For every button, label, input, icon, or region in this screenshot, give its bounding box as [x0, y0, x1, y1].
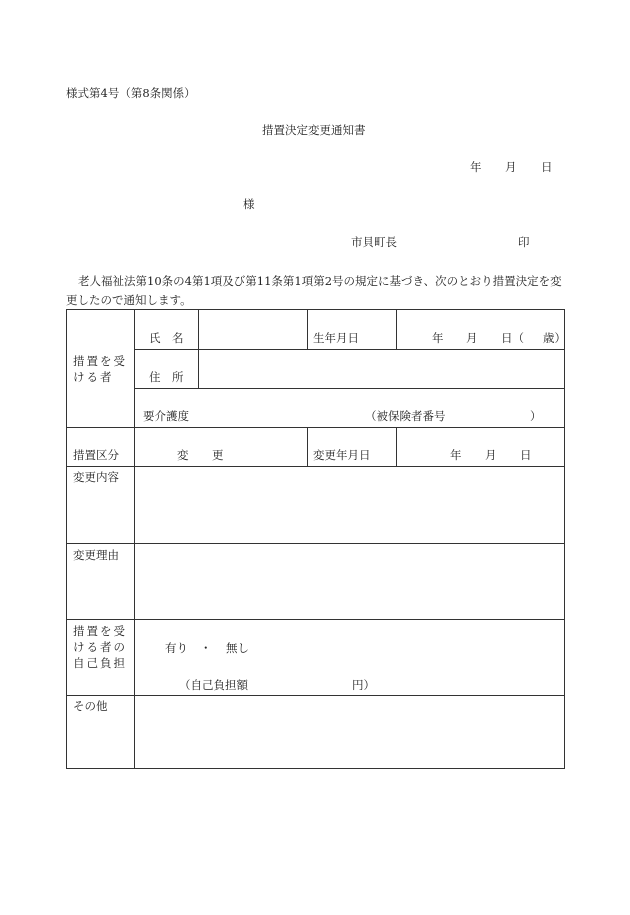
self-payment-yes[interactable]: 有り — [165, 641, 188, 655]
issuer-name: 市貝町長 — [351, 235, 397, 249]
column-divider — [396, 427, 397, 466]
recipient-label — [73, 353, 127, 385]
change-reason-field[interactable] — [135, 544, 564, 618]
name-label: 氏 名 — [149, 331, 184, 345]
column-divider — [307, 427, 308, 466]
self-payment-label-line: 自己負担 — [73, 656, 127, 670]
self-payment-label-line: 措置を受 — [73, 624, 127, 638]
row-divider — [67, 427, 565, 428]
self-payment-separator: ・ — [200, 641, 212, 655]
change-content-label: 変更内容 — [73, 470, 119, 484]
page-title: 措置決定変更通知書 — [262, 123, 366, 137]
change-content-field[interactable] — [135, 467, 564, 542]
recipient-label-line: 措置を受 — [73, 354, 127, 368]
form-number: 様式第4号（第8条関係） — [66, 86, 196, 100]
category-label: 措置区分 — [73, 448, 119, 462]
change-reason-label: 変更理由 — [73, 548, 119, 562]
birth-year: 年 — [432, 331, 444, 345]
other-label: その他 — [73, 699, 108, 713]
row-divider — [134, 388, 565, 389]
name-field[interactable] — [199, 311, 306, 348]
self-payment-label-line: ける者の — [73, 640, 127, 654]
birthdate-label: 生年月日 — [313, 331, 359, 345]
notice-body-line: 老人福祉法第10条の4第1項及び第11条第1項第2号の規定に基づき、次のとおり措置決定を変 — [78, 274, 562, 288]
address-label: 住 所 — [149, 370, 184, 384]
address-field[interactable] — [199, 350, 564, 387]
recipient-label-line: ける者 — [73, 370, 114, 384]
notice-body — [66, 272, 568, 310]
date-day: 日 — [541, 160, 553, 174]
seal-mark: 印 — [518, 235, 530, 249]
change-day: 日 — [520, 448, 532, 462]
category-value-char: 更 — [212, 448, 224, 462]
date-year: 年 — [470, 160, 482, 174]
date-month: 月 — [505, 160, 517, 174]
column-divider — [307, 310, 308, 349]
change-date-label: 変更年月日 — [313, 448, 371, 462]
self-payment-amount-label: （自己負担額 — [179, 678, 248, 692]
addressee-suffix: 様 — [243, 197, 255, 211]
self-payment-amount-unit: 円） — [352, 678, 375, 692]
change-month: 月 — [485, 448, 497, 462]
care-level-label: 要介護度 — [143, 409, 189, 423]
insured-number-label: （被保険者番号 — [365, 409, 446, 423]
notice-form-table — [66, 309, 565, 769]
insured-number-close: ） — [530, 409, 542, 423]
other-field[interactable] — [135, 696, 564, 768]
column-divider — [396, 310, 397, 349]
category-value-char: 変 — [177, 448, 189, 462]
row-divider — [67, 619, 565, 620]
self-payment-no[interactable]: 無し — [226, 641, 249, 655]
birth-month: 月 — [466, 331, 478, 345]
birth-day: 日（ — [501, 331, 524, 345]
self-payment-label — [73, 623, 127, 671]
notice-body-line: 更したので通知します。 — [66, 293, 192, 307]
change-year: 年 — [450, 448, 462, 462]
age-unit: 歳） — [543, 331, 566, 345]
